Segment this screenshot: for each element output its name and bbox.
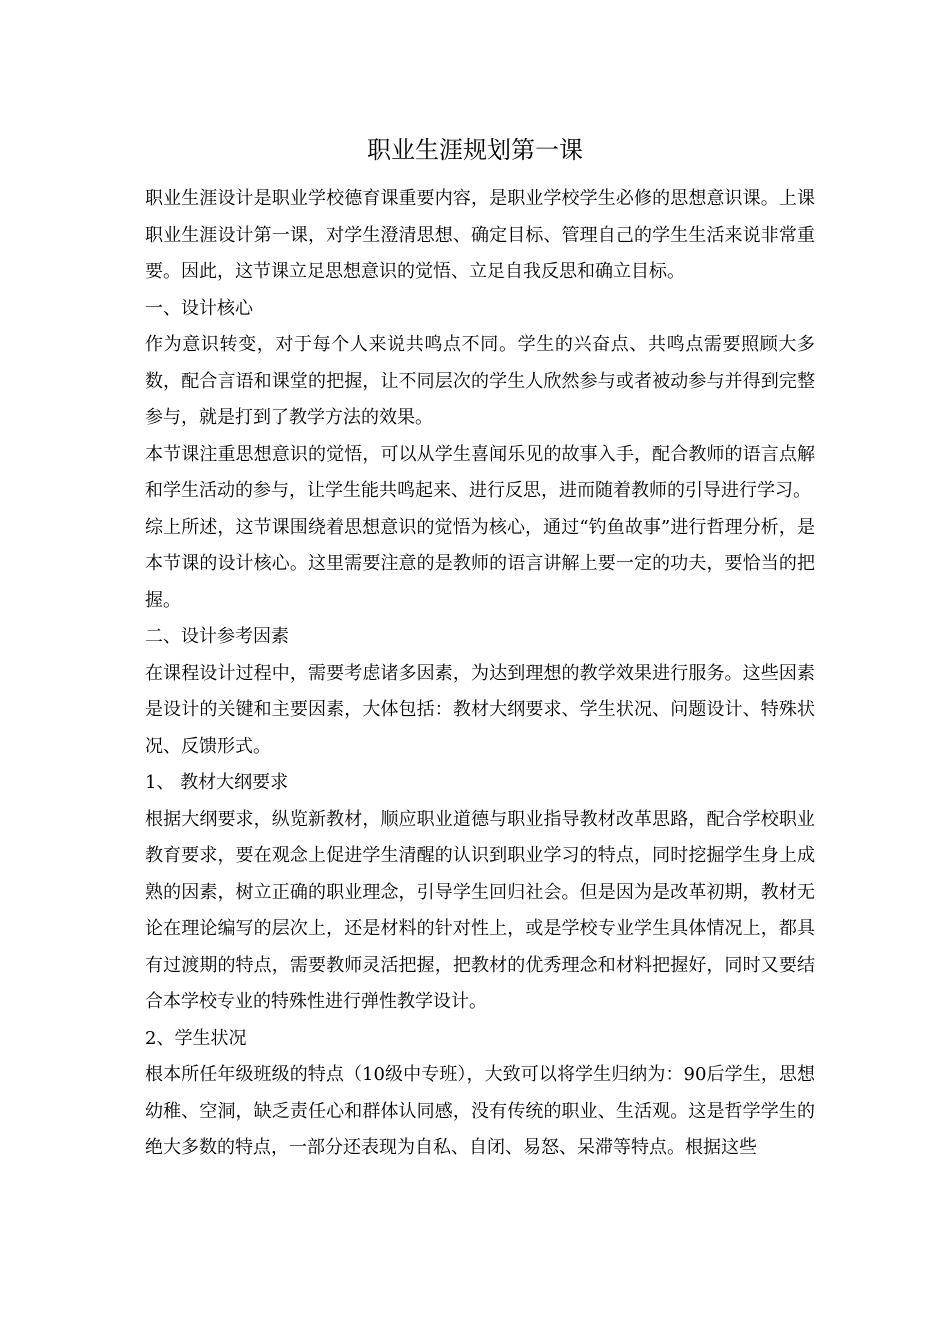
- body-paragraph: 作为意识转变，对于每个人来说共鸣点不同。学生的兴奋点、共鸣点需要照顾大多数，配合言语和课堂的把握，让不同层次的学生人欣然参与或者被动参与并得到完整参与，就是打到了教学方法的效果。: [145, 334, 815, 428]
- body-paragraph: 综上所述，这节课围绕着思想意识的觉悟为核心，通过“钓鱼故事”进行哲理分析，是本节课的设计核心。这里需要注意的是教师的语言讲解上要一定的功夫，要恰当的把握。: [145, 516, 815, 611]
- subsection-heading-students: 2、学生状况: [145, 1027, 247, 1049]
- intro-paragraph: 职业生涯设计是职业学校德育课重要内容，是职业学校学生必修的思想意识课。上课职业生涯设计第一课，对学生澄清思想、确定目标、管理自己的学生生活来说非常重要。因此，这节课立足思想意识的觉悟、立足自我反思和确立目标。: [145, 188, 815, 282]
- document-body: [145, 181, 815, 1167]
- subsection-heading-syllabus: 1、 教材大纲要求: [145, 772, 289, 793]
- section-heading-design-factors: 二、设计参考因素: [145, 626, 289, 647]
- body-paragraph: 根据大纲要求，纵览新教材，顺应职业道德与职业指导教材改革思路，配合学校职业教育要求，要在观念上促进学生清醒的认识到职业学习的特点，同时挖掘学生身上成熟的因素，树立正确的职业理念，引导学生回归社会。但是因为是改革初期，教材无论在理论编写的层次上，还是材料的针对性上，或是学校专业学生具体情况上，都具有过渡期的特点，需要教师灵活把握，把教材的优秀理念和材料把握好，同时又要结合本学校专业的特殊性进行弹性教学设计。: [145, 808, 815, 1012]
- section-heading-design-core: 一、设计核心: [145, 297, 253, 319]
- body-paragraph: 在课程设计过程中，需要考虑诸多因素，为达到理想的教学效果进行服务。这些因素是设计的关键和主要因素，大体包括：教材大纲要求、学生状况、问题设计、特殊状况、反馈形式。: [145, 662, 815, 757]
- body-paragraph: 根本所任年级班级的特点（10级中专班），大致可以将学生归纳为：90后学生，思想幼稚、空洞，缺乏责任心和群体认同感，没有传统的职业、生活观。这是哲学学生的绝大多数的特点，一部分还表现为自私、自闭、易怒、呆滞等特点。根据这些: [145, 1064, 815, 1158]
- document-title: 职业生涯规划第一课: [367, 136, 583, 164]
- body-paragraph: 本节课注重思想意识的觉悟，可以从学生喜闻乐见的故事入手，配合教师的语言点解和学生活动的参与，让学生能共鸣起来、进行反思，进而随着教师的引导进行学习。: [145, 443, 815, 501]
